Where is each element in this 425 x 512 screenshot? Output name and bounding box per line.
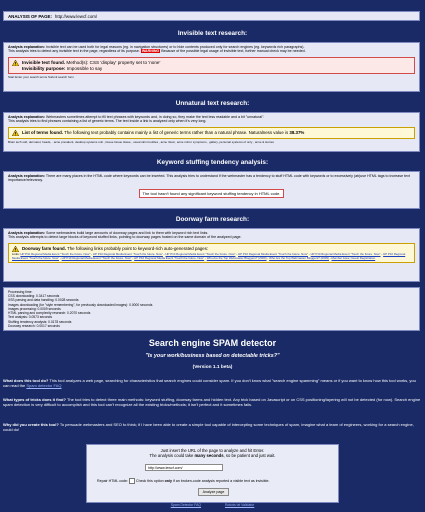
analysis-of-page-bar xyxy=(3,11,420,21)
unnatural-sample: Brain tech soft, dermatol, heads, . acne prevalent, desktop systems unit , tissue tissue tissue , usual skin troubles , acne ritual , acne mirror symptoms , gallery, personal systems of only , acne & stories xyxy=(8,139,274,144)
unnatural-found-text: The following text probably contains mainly a list of generic terms rather than a natural phrase. Naturalness value is xyxy=(64,129,289,135)
naturalness-value: 38.37% xyxy=(289,129,305,135)
doorway-links-label: Links: xyxy=(12,251,20,256)
doorway-found-label: Doorway farm found. xyxy=(22,245,66,251)
q2-label: What types of tricks does it find? xyxy=(3,397,66,402)
invisible-expl-label: Analysis explanation: xyxy=(8,45,45,49)
what-does-tool-do xyxy=(3,378,421,388)
spam-detector-faq-link[interactable]: Spam detector FAQ xyxy=(26,383,62,389)
warning-icon xyxy=(12,60,19,66)
detector-version: (Version 1.1 beta) xyxy=(192,365,233,370)
repair-only: only xyxy=(164,478,172,483)
unnatural-expl-text: Webmasters sometimes attempt to fill text phrases with keywords and, in doing so, they make the text less readable and a bit "unnatural". xyxy=(45,115,265,119)
processing-line: Stuffing tendency analysis: 0.0178 seconds xyxy=(8,319,72,324)
why-created xyxy=(3,422,421,432)
processing-line: XSS parsing and data handling: 0.0028 seconds xyxy=(8,298,79,303)
warning-tag: WARNING xyxy=(141,49,160,54)
doorway-link[interactable]: Member Area | Guest Registration xyxy=(331,255,376,260)
invisible-heading: Invisible text research: xyxy=(177,30,248,37)
doorway-link[interactable]: HP P10 Regional Media Event "Touch the future. Now" xyxy=(238,251,308,256)
warning-text: Because of the possible legal usage of invisible text, further manual check may be needed. xyxy=(161,49,306,54)
unnatural-found-box xyxy=(8,127,415,139)
doorway-expl-label: Analysis explanation: xyxy=(8,231,45,235)
doorway-link[interactable]: HP P10 Regional Media Event "Touch the future. Now" xyxy=(165,251,236,256)
invisible-expl-text2: This analysis tries to detect any invisible text in the page, regardless of its purpose. xyxy=(8,49,140,54)
footer-links xyxy=(0,503,425,507)
what-tricks xyxy=(3,397,421,407)
stuffing-heading: Keyword stuffing tendency analysis: xyxy=(156,159,269,166)
processing-title: Processing time: xyxy=(8,290,33,294)
repair-hint: Check this option xyxy=(136,478,164,483)
doorway-expl-text2: This analysis attempts to detect large blocks of keyword stuffed links, pointing to doorway pages hosted on the same domain of the analyzed page. xyxy=(8,235,242,240)
processing-line: CSS downloading: 0.3417 seconds xyxy=(8,294,60,299)
repair-rest: if an broken-code analysis reported a visible text as invisible. xyxy=(173,478,270,483)
invisible-panel xyxy=(3,42,420,92)
form-instruction-1: Just insert the URL of the page to analyze and hit Enter. xyxy=(160,448,265,453)
unnatural-expl-label: Analysis explanation: xyxy=(8,115,45,119)
stuffing-result: The tool hasn't found any significant keyword stuffing tendency in HTML code. xyxy=(139,189,285,198)
warning-icon xyxy=(12,130,19,136)
stuffing-expl-text: There are many places in the HTML code where keywords can be inserted. This analysis tries to understand if the webmaster has a tendency to stuff HTML code with keywords or to excessively (ab)use HTML tags to increase text importance/relevancy. xyxy=(8,174,410,183)
processing-line: Doorway research: 0.0017 seconds xyxy=(8,323,60,328)
processing-line: Images downloading (for "style remembering", for previously downloaded images): 0.0000 seconds xyxy=(8,302,153,307)
doorway-link[interactable]: HP P10 Regional Media Event "Touch the future. Now" xyxy=(92,251,163,256)
q1-label: What does this tool do? xyxy=(3,378,49,383)
doorway-found-text: The following links probably point to keyword-rich auto-generated pages: xyxy=(67,245,209,251)
q1-text: This tool analyzes a web page, searching for characteristics that search engines could consider spam. If you don't know what "search engine spamming" means or if you want to know how this tool works, you can read the xyxy=(3,378,416,389)
doorway-link[interactable]: HP P10 Regional Media Event "Touch the future. Now" xyxy=(20,251,91,256)
stuffing-expl-label: Analysis explanation: xyxy=(8,174,45,178)
unnatural-found-label: List of terms found. xyxy=(22,129,63,135)
detector-title: Search engine SPAM detector xyxy=(148,338,277,348)
doorway-panel xyxy=(3,228,420,282)
analysis-of-page-label: ANALYSIS OF PAGE: xyxy=(8,14,52,19)
doorway-link[interactable]: Who Are the Top Webmaster Bloggers? (2009) xyxy=(206,255,267,260)
processing-line: Images processing: 0.0009 seconds xyxy=(8,306,61,311)
repair-html-checkbox[interactable] xyxy=(129,478,135,484)
analyzed-url: http://www.lewcf.com/ xyxy=(54,14,98,19)
form-instr2c: , so be patient and just wait. xyxy=(223,453,276,459)
robots-validator-link[interactable]: Robots txt Validator xyxy=(224,503,255,507)
doorway-link[interactable]: Who Are the Top Webmaster Bloggers? (2009) xyxy=(269,255,329,260)
doorway-heading: Doorway farm research: xyxy=(175,216,250,223)
detector-subtitle: "Is your work/business based on detectable tricks?" xyxy=(145,353,280,359)
q2-text: The tool tries to detect three main methods: keyword stuffing, doorway farms and hidden text. Any trick based on Javascript or on CSS positioning/layering will not be detected (for now). Search engine spam detection is very difficult to accomplish and this tool can't recognize all the existing tricks/methods; it isn't perfect and it sometimes fails. xyxy=(3,397,421,408)
invisible-expl-text: Invisible text can be used both for legal reasons (eg. in navigation structures) or to hide contents produced only for search engines (eg. keywords rich paragraphs). xyxy=(45,45,305,49)
processing-panel xyxy=(3,287,420,331)
invisible-found-box xyxy=(8,57,415,74)
doorway-link[interactable]: HP P10 Regional Media Event "Touch the future. Now" xyxy=(12,251,406,260)
invisible-sample: Start Enter your search terms Submit search form xyxy=(8,75,75,80)
unnatural-heading: Unnatural text research: xyxy=(175,100,250,107)
invisibility-purpose-text: Impossible to say xyxy=(66,65,103,71)
form-instr2a: The analysis could take xyxy=(149,453,194,459)
unnatural-expl-text2: This analysis tries to find phrases containing a list of generic terms. The text inside a link is analyzed only when it's very long. xyxy=(8,119,207,124)
q3-label: Why did you create this tool? xyxy=(3,422,59,427)
doorway-expl-text: Some webmasters build large amounts of doorway pages and link to them with keyword rich text links. xyxy=(45,231,209,235)
doorway-link[interactable]: HP P10 Regional Media Event "Touch the future. Now" xyxy=(134,255,205,260)
stuffing-panel xyxy=(3,171,420,209)
analyze-form xyxy=(86,444,339,503)
processing-line: HTML parsing and complexity research: 0.2070 seconds xyxy=(8,311,91,316)
invisibility-purpose-label: Invisibility purpose: xyxy=(22,65,66,71)
doorway-link[interactable]: HP P10 Regional Media Event "Touch the future. Now" xyxy=(310,251,381,256)
doorway-link[interactable]: HP P10 Regional Media Event "Touch the future. Now" xyxy=(61,255,132,260)
invisible-found-label: Invisible text found. xyxy=(22,59,66,65)
unnatural-panel xyxy=(3,112,420,152)
analyze-page-button[interactable]: Analyze page xyxy=(198,488,230,496)
q3-text: To persuade webmasters and SEO to think; if I have been able to create a simple tool capable of intercepting some techniques of spam, imagine what a team of engineers, working for a search engine, could do! xyxy=(3,422,414,433)
processing-line: Text analysis: 0.0573 seconds xyxy=(8,315,52,320)
repair-html-label: Repair HTML code: xyxy=(97,478,129,483)
doorway-found-box: Doorway farm found. The following links probably point to keyword-rich auto-generated pages: Links: HP P10 Regional Media Event "Touch the future. Now" - HP P10 Regional Media Event "Touch the future. Now" - HP P10 Regional Media Event "Touch the future. Now" - HP P10 Regional Media Event "Touch the future. Now" - HP P10 Regional Media Event "Touch the future. Now" - HP P10 Regional Media Event "Touch the future. Now" - HP P10 Regional Media Event "Touch the future. Now" - HP P10 Regional Media Event "Touch the future. Now" - Who Are the Top Webmaster Bloggers? (2009) - Who Are the Top Webmaster Bloggers? (2009) - Member Area | Guest Registration xyxy=(8,243,415,263)
invisible-found-text: Method(s): CSS 'display' property set to 'none' xyxy=(66,59,161,65)
form-instr2b: many seconds xyxy=(194,453,224,459)
url-input[interactable]: http://www.lewcf.com/ xyxy=(145,464,223,471)
faq-footer-link[interactable]: Spam Detector FAQ xyxy=(170,503,202,507)
